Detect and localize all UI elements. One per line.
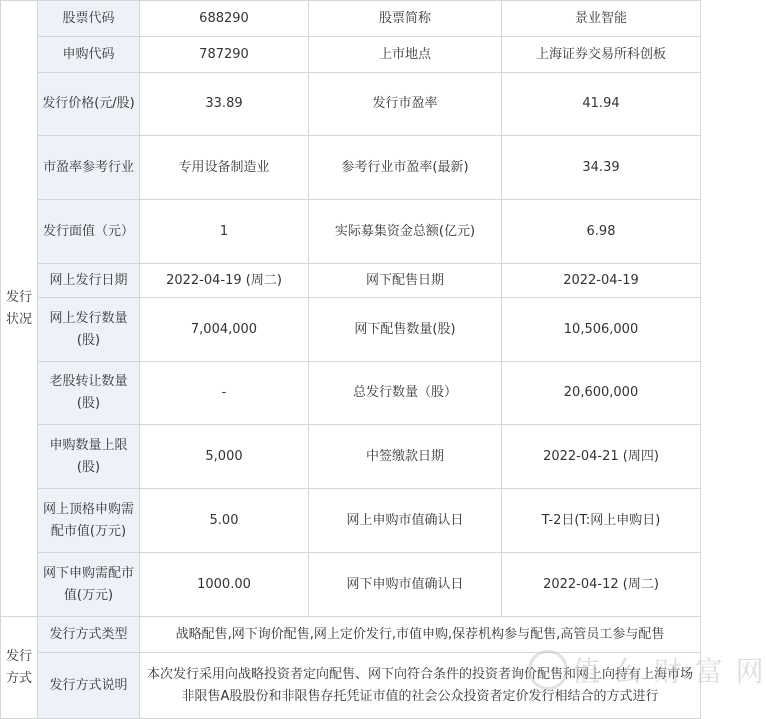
field-label-subscription-code: 申购代码 bbox=[38, 37, 140, 73]
table-row bbox=[1, 617, 701, 653]
field-value-old-share-transfer: - bbox=[140, 362, 309, 425]
field-value-online-market-value-confirm-date: T-2日(T:网上申购日) bbox=[502, 489, 701, 553]
field-label-stock-code: 股票代码 bbox=[38, 1, 140, 37]
field-label-offline-required-market-value: 网下申购需配市值(万元) bbox=[38, 553, 140, 617]
table-row bbox=[1, 264, 701, 298]
field-value-offline-market-value-confirm-date: 2022-04-12 (周二) bbox=[502, 553, 701, 617]
table-row bbox=[1, 298, 701, 362]
field-value-stock-code: 688290 bbox=[140, 1, 309, 37]
field-value-issue-method-description: 本次发行采用向战略投资者定向配售、网下向符合条件的投资者询价配售和网上向持有上海市场非限售A股股份和非限售存托凭证市值的社会公众投资者定价发行相结合的方式进行 bbox=[140, 653, 701, 719]
field-label-online-market-value-confirm-date: 网上申购市值确认日 bbox=[309, 489, 502, 553]
field-value-total-issue-quantity: 20,600,000 bbox=[502, 362, 701, 425]
field-value-issue-price: 33.89 bbox=[140, 73, 309, 136]
field-label-stock-name: 股票简称 bbox=[309, 1, 502, 37]
field-value-subscription-code: 787290 bbox=[140, 37, 309, 73]
table-row bbox=[1, 200, 701, 264]
field-label-listing-venue: 上市地点 bbox=[309, 37, 502, 73]
table-row bbox=[1, 425, 701, 489]
field-label-payment-date: 中签缴款日期 bbox=[309, 425, 502, 489]
field-label-reference-industry: 市盈率参考行业 bbox=[38, 136, 140, 200]
field-label-offline-market-value-confirm-date: 网下申购市值确认日 bbox=[309, 553, 502, 617]
table-row bbox=[1, 653, 701, 719]
field-label-online-required-market-value: 网上顶格申购需配市值(万元) bbox=[38, 489, 140, 553]
field-label-issue-pe: 发行市盈率 bbox=[309, 73, 502, 136]
field-value-reference-industry: 专用设备制造业 bbox=[140, 136, 309, 200]
field-label-par-value: 发行面值（元） bbox=[38, 200, 140, 264]
field-value-online-issue-quantity: 7,004,000 bbox=[140, 298, 309, 362]
field-value-issue-pe: 41.94 bbox=[502, 73, 701, 136]
field-label-issue-price: 发行价格(元/股) bbox=[38, 73, 140, 136]
field-label-issue-method-description: 发行方式说明 bbox=[38, 653, 140, 719]
group-label-issue-status: 发行状况 bbox=[1, 1, 38, 617]
field-value-total-raised: 6.98 bbox=[502, 200, 701, 264]
field-value-stock-name: 景业智能 bbox=[502, 1, 701, 37]
field-label-offline-placement-quantity: 网下配售数量(股) bbox=[309, 298, 502, 362]
field-value-listing-venue: 上海证券交易所科创板 bbox=[502, 37, 701, 73]
table-row bbox=[1, 489, 701, 553]
field-value-online-issue-date: 2022-04-19 (周二) bbox=[140, 264, 309, 298]
field-label-online-issue-quantity: 网上发行数量(股) bbox=[38, 298, 140, 362]
table-row bbox=[1, 362, 701, 425]
field-label-subscription-limit: 申购数量上限(股) bbox=[38, 425, 140, 489]
field-value-issue-method-type: 战略配售,网下询价配售,网上定价发行,市值申购,保荐机构参与配售,高管员工参与配售 bbox=[140, 617, 701, 653]
field-value-industry-pe: 34.39 bbox=[502, 136, 701, 200]
field-label-total-raised: 实际募集资金总额(亿元) bbox=[309, 200, 502, 264]
field-value-par-value: 1 bbox=[140, 200, 309, 264]
field-label-online-issue-date: 网上发行日期 bbox=[38, 264, 140, 298]
field-value-offline-placement-date: 2022-04-19 bbox=[502, 264, 701, 298]
table-row bbox=[1, 73, 701, 136]
field-label-industry-pe: 参考行业市盈率(最新) bbox=[309, 136, 502, 200]
watermark-text: 值 么 财 富 网 bbox=[572, 655, 766, 688]
group-label-issue-method: 发行方式 bbox=[1, 617, 38, 719]
field-value-offline-required-market-value: 1000.00 bbox=[140, 553, 309, 617]
field-label-old-share-transfer: 老股转让数量(股) bbox=[38, 362, 140, 425]
field-label-offline-placement-date: 网下配售日期 bbox=[309, 264, 502, 298]
field-value-online-required-market-value: 5.00 bbox=[140, 489, 309, 553]
field-value-offline-placement-quantity: 10,506,000 bbox=[502, 298, 701, 362]
table-row bbox=[1, 136, 701, 200]
field-label-total-issue-quantity: 总发行数量（股） bbox=[309, 362, 502, 425]
table-row bbox=[1, 37, 701, 73]
field-value-payment-date: 2022-04-21 (周四) bbox=[502, 425, 701, 489]
table-row bbox=[1, 553, 701, 617]
table-row bbox=[1, 1, 701, 37]
field-value-subscription-limit: 5,000 bbox=[140, 425, 309, 489]
field-label-issue-method-type: 发行方式类型 bbox=[38, 617, 140, 653]
